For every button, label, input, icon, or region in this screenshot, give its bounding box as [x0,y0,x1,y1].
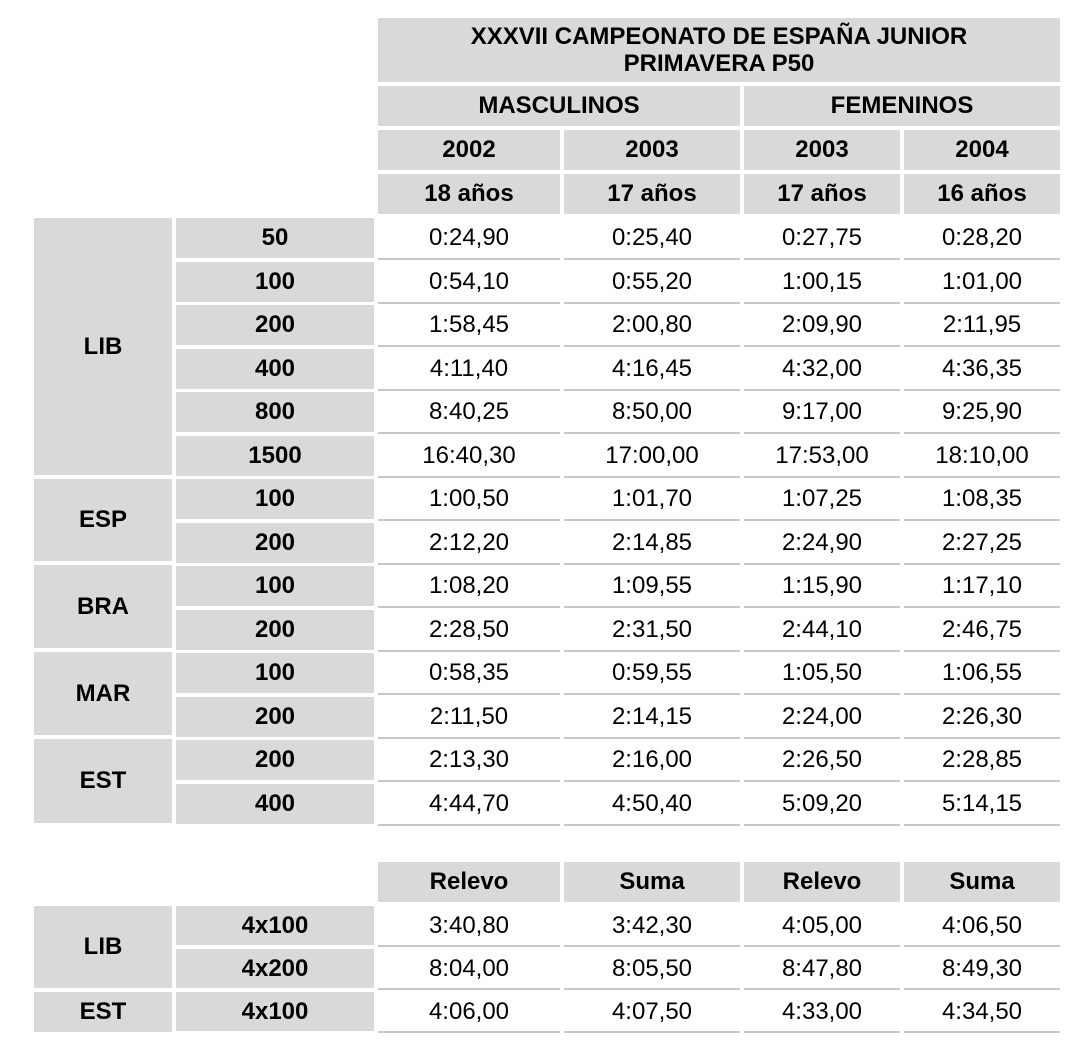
time-cell: 1:06,55 [904,653,1060,695]
relay-header: Suma [904,862,1060,902]
time-cell: 17:53,00 [744,436,900,478]
time-cell: 2:13,30 [378,740,560,782]
relay-header: Suma [564,862,740,902]
time-cell: 18:10,00 [904,436,1060,478]
age-header: 17 años [744,174,900,214]
time-cell: 9:17,00 [744,392,900,434]
time-cell: 1:08,35 [904,479,1060,521]
time-cell: 2:00,80 [564,305,740,347]
time-cell: 4:33,00 [744,992,900,1033]
time-cell: 4:06,00 [378,992,560,1033]
distance-cell: 4x200 [176,949,374,988]
time-cell: 4:44,70 [378,784,560,826]
time-cell: 17:00,00 [564,436,740,478]
time-cell: 5:14,15 [904,784,1060,826]
time-cell: 4:50,40 [564,784,740,826]
time-cell: 2:11,50 [378,697,560,739]
time-cell: 2:24,00 [744,697,900,739]
age-header: 18 años [378,174,560,214]
year-header: 2004 [904,130,1060,170]
relay-style-cell-lib: LIB [34,906,172,988]
style-cell-lib: LIB [34,218,172,475]
style-cell-esp: ESP [34,479,172,561]
distance-cell: 100 [176,653,374,693]
time-cell: 2:12,20 [378,523,560,565]
distance-cell: 4x100 [176,992,374,1031]
distance-cell: 400 [176,784,374,824]
time-cell: 9:25,90 [904,392,1060,434]
time-cell: 8:40,25 [378,392,560,434]
time-cell: 1:05,50 [744,653,900,695]
table-title [378,18,1060,82]
time-cell: 2:26,50 [744,740,900,782]
time-cell: 1:00,15 [744,262,900,304]
time-cell: 2:16,00 [564,740,740,782]
time-cell: 4:05,00 [744,906,900,947]
style-cell-bra: BRA [34,565,172,648]
time-cell: 3:42,30 [564,906,740,947]
time-cell: 8:47,80 [744,949,900,990]
time-cell: 4:34,50 [904,992,1060,1033]
distance-cell: 800 [176,392,374,432]
time-cell: 2:46,75 [904,610,1060,652]
time-cell: 8:49,30 [904,949,1060,990]
year-header: 2003 [744,130,900,170]
time-cell: 2:11,95 [904,305,1060,347]
distance-cell: 100 [176,566,374,606]
gender-header-masculinos: MASCULINOS [378,86,740,126]
time-cell: 2:24,90 [744,523,900,565]
distance-cell: 100 [176,479,374,519]
time-cell: 2:27,25 [904,523,1060,565]
time-cell: 8:50,00 [564,392,740,434]
distance-cell: 200 [176,305,374,345]
time-cell: 0:54,10 [378,262,560,304]
distance-cell: 50 [176,218,374,258]
time-cell: 5:09,20 [744,784,900,826]
relay-header: Relevo [744,862,900,902]
distance-cell: 200 [176,610,374,650]
time-cell: 2:28,85 [904,740,1060,782]
time-cell: 4:16,45 [564,349,740,391]
time-cell: 8:05,50 [564,949,740,990]
time-cell: 4:36,35 [904,349,1060,391]
distance-cell: 4x100 [176,906,374,945]
time-cell: 2:26,30 [904,697,1060,739]
time-cell: 1:09,55 [564,566,740,608]
distance-cell: 1500 [176,436,374,476]
time-cell: 1:15,90 [744,566,900,608]
time-cell: 2:44,10 [744,610,900,652]
time-cell: 0:25,40 [564,218,740,260]
time-cell: 0:59,55 [564,653,740,695]
style-cell-est: EST [34,739,172,823]
time-cell: 0:55,20 [564,262,740,304]
time-cell: 2:09,90 [744,305,900,347]
distance-cell: 400 [176,349,374,389]
style-cell-mar: MAR [34,652,172,735]
time-cell: 3:40,80 [378,906,560,947]
title-line-2: PRIMAVERA P50 [623,50,815,77]
time-cell: 1:01,70 [564,479,740,521]
year-header: 2002 [378,130,560,170]
time-cell: 2:28,50 [378,610,560,652]
time-cell: 0:24,90 [378,218,560,260]
time-cell: 0:27,75 [744,218,900,260]
time-cell: 2:31,50 [564,610,740,652]
age-header: 17 años [564,174,740,214]
time-cell: 0:28,20 [904,218,1060,260]
relay-style-cell-est: EST [34,992,172,1032]
time-cell: 4:06,50 [904,906,1060,947]
gender-header-femeninos: FEMENINOS [744,86,1060,126]
year-header: 2003 [564,130,740,170]
time-cell: 1:58,45 [378,305,560,347]
time-cell: 1:17,10 [904,566,1060,608]
time-cell: 1:08,20 [378,566,560,608]
time-cell: 4:32,00 [744,349,900,391]
time-cell: 4:07,50 [564,992,740,1033]
time-cell: 16:40,30 [378,436,560,478]
distance-cell: 200 [176,523,374,563]
time-cell: 4:11,40 [378,349,560,391]
distance-cell: 100 [176,262,374,302]
distance-cell: 200 [176,697,374,737]
time-cell: 1:07,25 [744,479,900,521]
distance-cell: 200 [176,740,374,780]
time-cell: 0:58,35 [378,653,560,695]
time-cell: 1:00,50 [378,479,560,521]
title-line-1: XXXVII CAMPEONATO DE ESPAÑA JUNIOR [470,23,968,50]
time-cell: 2:14,85 [564,523,740,565]
relay-header: Relevo [378,862,560,902]
time-cell: 8:04,00 [378,949,560,990]
time-cell: 1:01,00 [904,262,1060,304]
time-cell: 2:14,15 [564,697,740,739]
age-header: 16 años [904,174,1060,214]
